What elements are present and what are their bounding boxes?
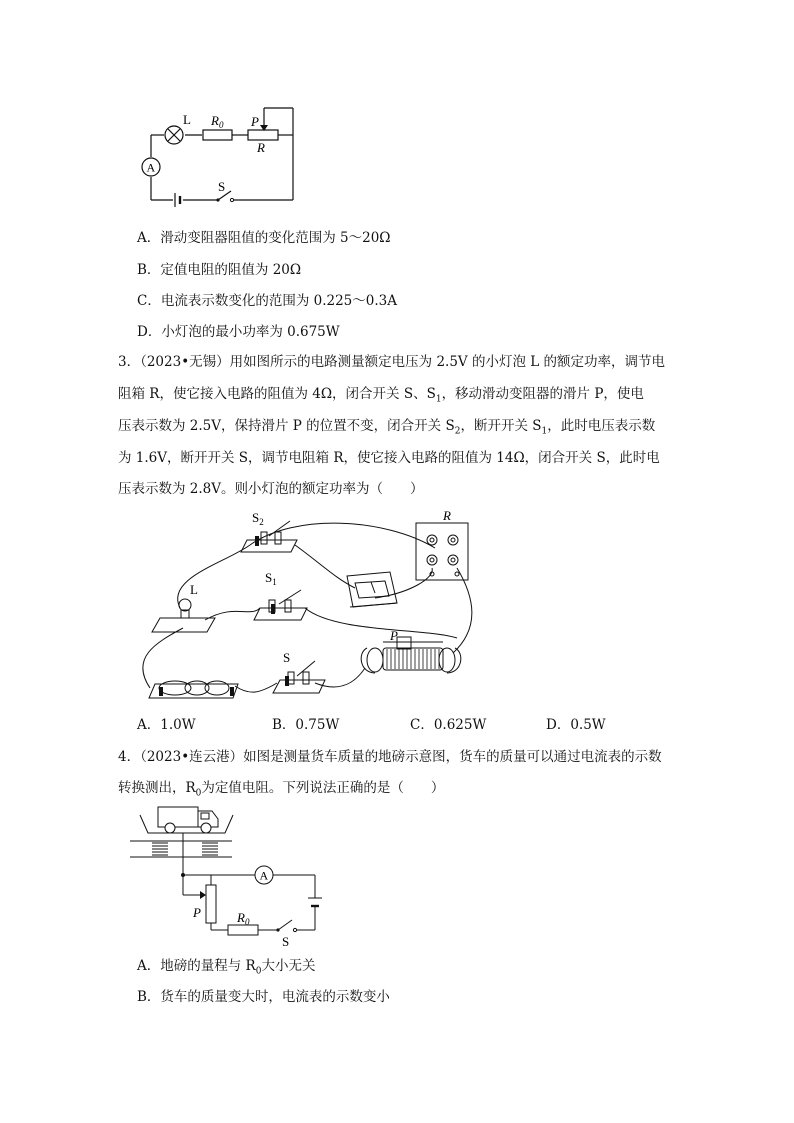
ammeter-label-q4: A (259, 868, 269, 883)
q2-option-b: B．定值电阻的阻值为 20Ω (137, 262, 302, 278)
q3-stem-line-3: 压表示数为 2.5V，保持滑片 P 的位置不变，闭合开关 $S_2$，断开开关 $S_1$，此时电压表示数 (118, 418, 656, 437)
switch-s-label: S (283, 650, 291, 665)
q3-option-c: C．0.625W (410, 717, 487, 733)
slider-p-label-q4: P (193, 905, 201, 920)
ammeter-label: A (146, 160, 156, 175)
s2-label: S (252, 510, 260, 525)
q2-option-c: C．电流表示数变化的范围为 0.225～0.3A (137, 293, 397, 309)
s1-subscript: 1 (272, 577, 277, 587)
s1-label: S (265, 570, 273, 585)
q2-option-a: A．滑动变阻器阻值的变化范围为 5～20Ω (137, 230, 391, 246)
q4-option-a: A．地磅的量程与 $R_0$大小无关 (137, 958, 316, 977)
svg-text:S1 (265, 570, 277, 587)
circuit-apparatus-figure (135, 508, 495, 708)
svg-text:S2 (252, 510, 264, 527)
q3-stem-line-1: 3．（2023•无锡）用如图所示的电路测量额定电压为 2.5V 的小灯泡 L 的额定功率，调节电 (118, 354, 666, 370)
q4-stem-line-1: 4．（2023•连云港）如图是测量货车质量的地磅示意图，货车的质量可以通过电流表的示数 (118, 749, 662, 765)
svg-text:R0 (236, 910, 250, 927)
r0-subscript-q4: 0 (244, 917, 250, 927)
slider-p-label-q3: P (390, 628, 398, 643)
lamp-l-label: L (190, 582, 198, 597)
resistance-box-label: R (443, 508, 451, 523)
r0-label-q4: R (237, 910, 245, 925)
circuit-diagram-1 (130, 100, 310, 210)
q4-stem-line-2: 转换测出，$R_0$为定值电阻。下列说法正确的是（ ） (118, 780, 445, 799)
svg-text:R0 (210, 113, 224, 130)
q3-option-d: D．0.5W (546, 717, 606, 733)
switch-label: S (218, 179, 226, 194)
lamp-label: L (183, 112, 191, 127)
r0-label: R (211, 113, 219, 128)
rheostat-label: R (257, 140, 265, 155)
q4-option-b: B．货车的质量变大时，电流表的示数变小 (137, 989, 390, 1005)
q3-stem-line-4: 为 1.6V，断开开关 S，调节电阻箱 R，使它接入电路的阻值为 14Ω，闭合开关 S，此时电 (118, 450, 660, 466)
q3-option-a: A．1.0W (137, 717, 196, 733)
q3-option-b: B．0.75W (272, 717, 340, 733)
switch-label-q4: S (282, 934, 290, 949)
weighbridge-diagram (130, 805, 330, 950)
slider-p-label: P (251, 114, 259, 129)
q3-stem-line-2: 阻箱 R，使它接入电路的阻值为 4Ω，闭合开关 S、$S_1$，移动滑动变阻器的滑片 P，使电 (118, 386, 644, 405)
q3-stem-line-5: 压表示数为 2.8V。则小灯泡的额定功率为（ ） (118, 481, 424, 497)
q2-option-d: D．小灯泡的最小功率为 0.675W (137, 324, 340, 340)
r0-subscript: 0 (218, 120, 224, 130)
s2-subscript: 2 (259, 517, 264, 527)
